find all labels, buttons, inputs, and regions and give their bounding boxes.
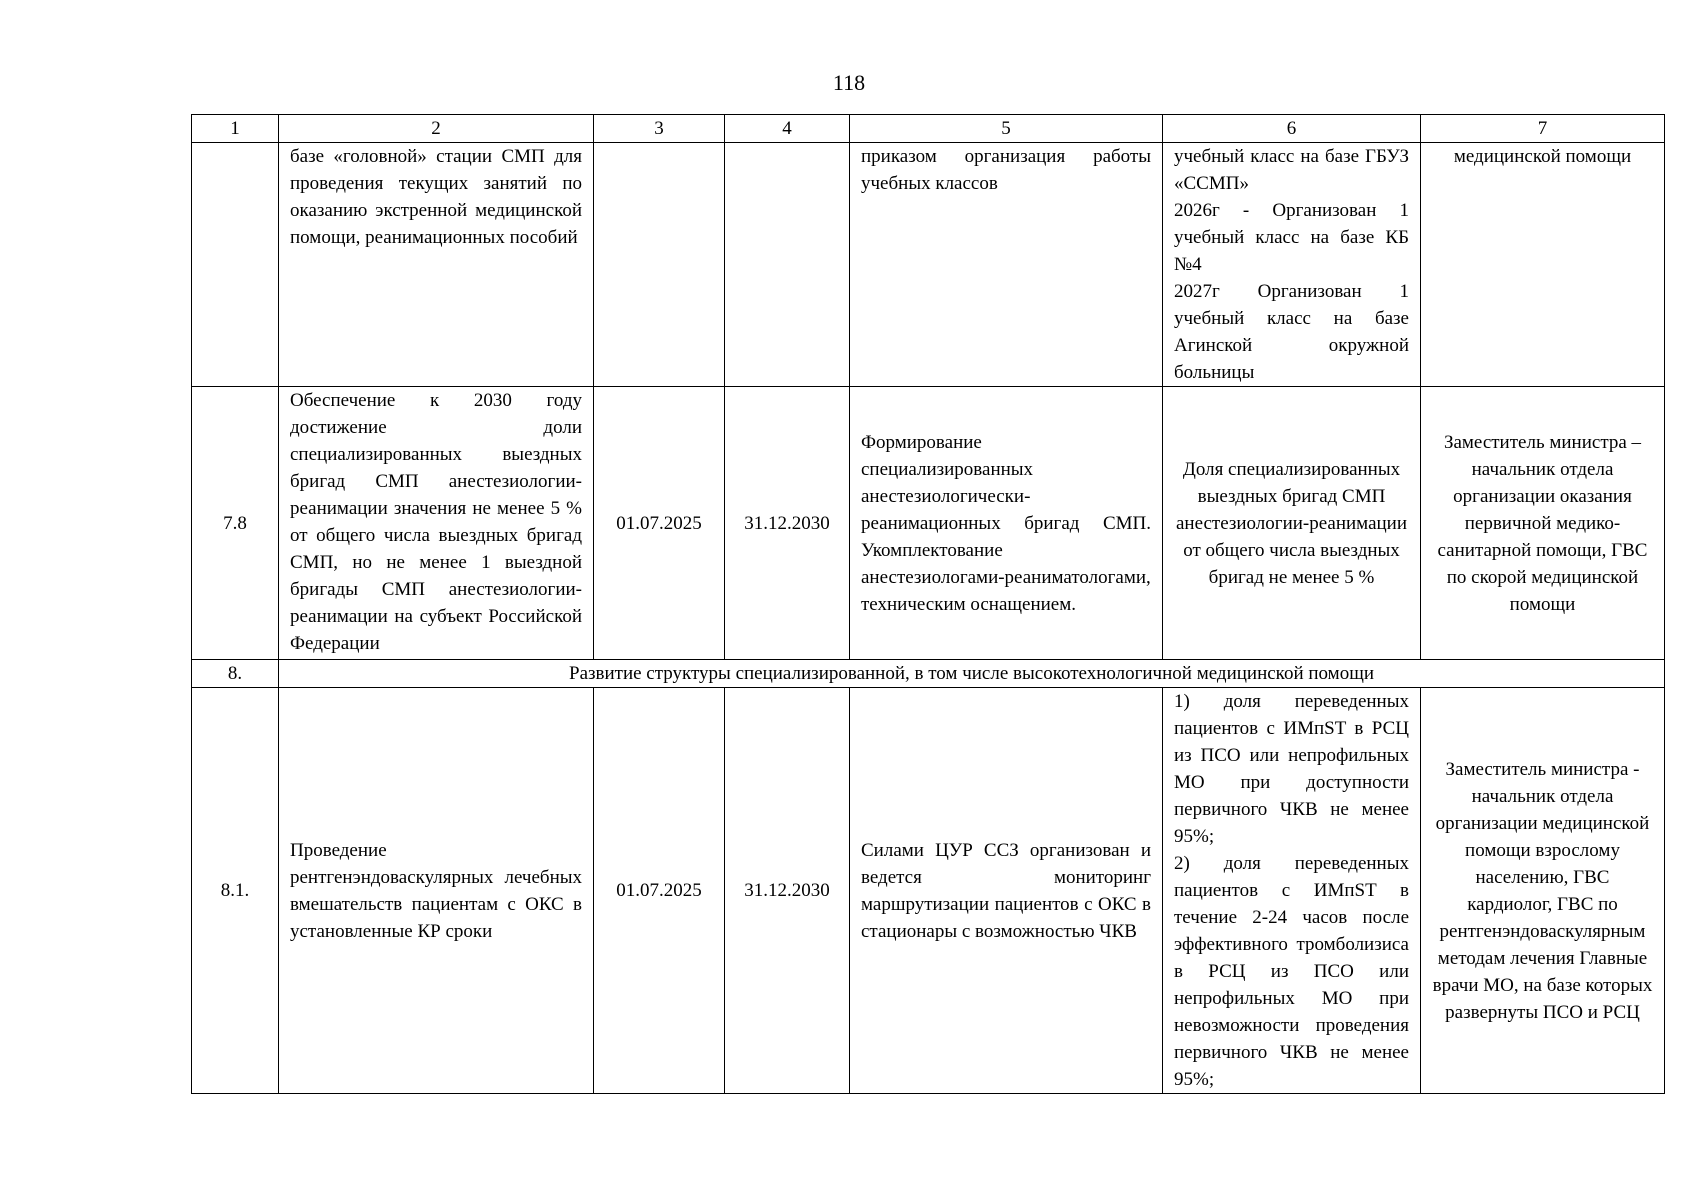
responsible-cell: Заместитель министра – начальник отдела организации оказания первичной медико-санитарной помощи, ГВС по скорой медицинской помощи	[1421, 387, 1665, 660]
start-date-cell: 01.07.2025	[594, 387, 725, 660]
section-number-cell: 8.	[192, 660, 279, 688]
row-number-cell: 7.8	[192, 387, 279, 660]
column-number: 3	[594, 115, 725, 143]
column-number: 5	[850, 115, 1163, 143]
plan-table	[191, 114, 1665, 1094]
start-date-cell	[594, 143, 725, 387]
responsible-cell: Заместитель министра - начальник отдела организации медицинской помощи взрослому населению, ГВС кардиолог, ГВС по рентгенэндоваскулярным методам лечения Главные врачи МО, на базе которых развернуты ПСО и РСЦ	[1421, 688, 1665, 1094]
end-date-cell: 31.12.2030	[725, 387, 850, 660]
description-cell: приказом организация работы учебных классов	[850, 143, 1163, 387]
row-number-cell	[192, 143, 279, 387]
indicator-line: 2026г - Организован 1 учебный класс на базе КБ №4	[1174, 200, 1409, 275]
section-row-8	[192, 660, 1665, 688]
section-title-cell: Развитие структуры специализированной, в том числе высокотехнологичной медицинской помощи	[279, 660, 1665, 688]
description-cell: Силами ЦУР ССЗ организован и ведется мониторинг маршрутизации пациентов с ОКС в стационары с возможностью ЧКВ	[850, 688, 1163, 1094]
column-number: 1	[192, 115, 279, 143]
column-number: 2	[279, 115, 594, 143]
indicator-cell: Доля специализированных выездных бригад СМП анестезиологии-реанимации от общего числа выездных бригад не менее 5 %	[1163, 387, 1421, 660]
column-number-row	[192, 115, 1665, 143]
column-number: 7	[1421, 115, 1665, 143]
table-row-7-8	[192, 387, 1665, 660]
activity-name-cell: базе «головной» стации СМП для проведения текущих занятий по оказанию экстренной медицинской помощи, реанимационных пособий	[279, 143, 594, 387]
indicator-line: 1) доля переведенных пациентов с ИМпST в РСЦ из ПСО или непрофильных МО при доступности первичного ЧКВ не менее 95%;	[1174, 691, 1409, 847]
table-row-8-1	[192, 688, 1665, 1094]
description-cell: Формирование специализированных анестезиологически-реанимационных бригад СМП. Укомплектование анестезиологами-реаниматологами, техническим оснащением.	[850, 387, 1163, 660]
activity-name-cell: Проведение рентгенэндоваскулярных лечебных вмешательств пациентам с ОКС в установленные КР сроки	[279, 688, 594, 1094]
column-number: 4	[725, 115, 850, 143]
activity-name-cell: Обеспечение к 2030 году достижение доли специализированных выездных бригад СМП анестезиологии-реанимации значения не менее 5 % от общего числа выездных бригад СМП, но не менее 1 выездной бригады СМП анестезиологии-реанимации на субъект Российской Федерации	[279, 387, 594, 660]
indicator-cell	[1163, 143, 1421, 387]
indicator-cell	[1163, 688, 1421, 1094]
indicator-line: 2) доля переведенных пациентов с ИМпST в течение 2-24 часов после эффективного тромболизиса в РСЦ из ПСО или непрофильных МО при невозможности проведения первичного ЧКВ не менее 95%;	[1174, 853, 1409, 1090]
column-number: 6	[1163, 115, 1421, 143]
indicator-line: 2027г Организован 1 учебный класс на базе Агинской окружной больницы	[1174, 281, 1409, 383]
responsible-cell: медицинской помощи	[1421, 143, 1665, 387]
indicator-line: учебный класс на базе ГБУЗ «ССМП»	[1174, 146, 1409, 194]
table-row-continuation	[192, 143, 1665, 387]
page-number: 118	[832, 70, 866, 95]
start-date-cell: 01.07.2025	[594, 688, 725, 1094]
end-date-cell	[725, 143, 850, 387]
row-number-cell: 8.1.	[192, 688, 279, 1094]
end-date-cell: 31.12.2030	[725, 688, 850, 1094]
